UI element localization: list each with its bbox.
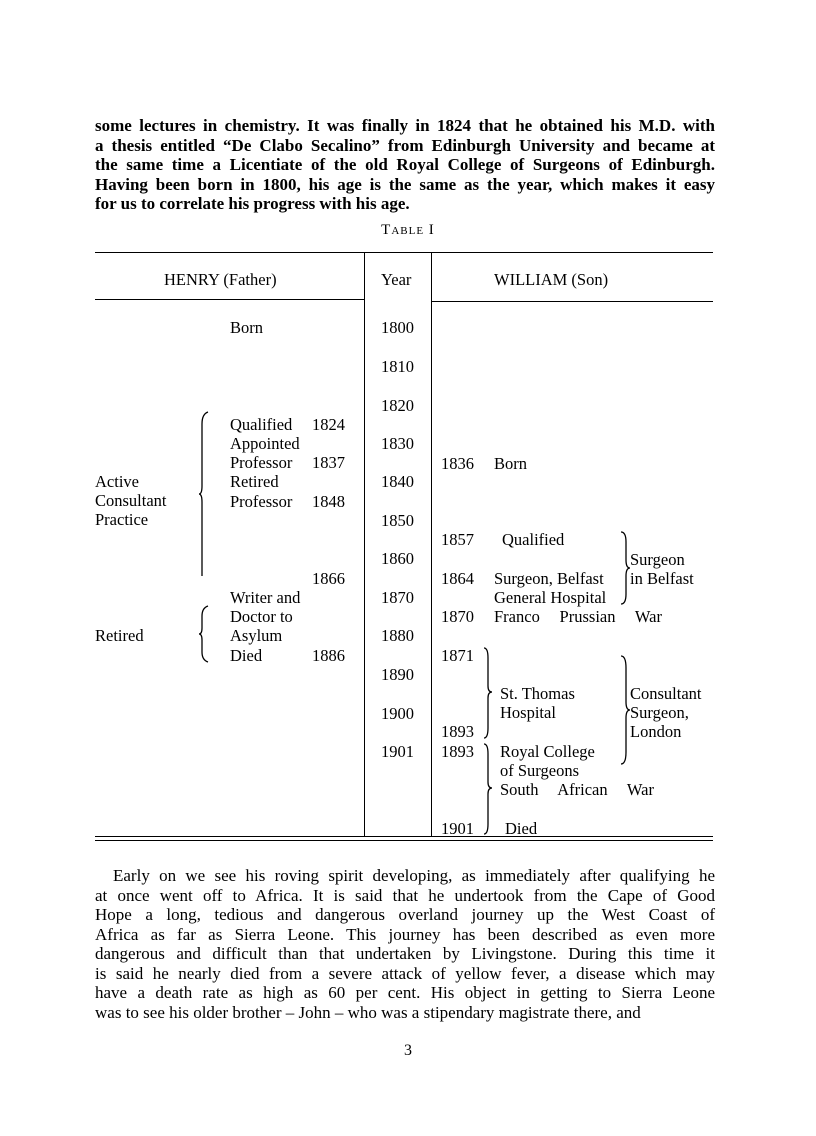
text-line: Africa as far as Sierra Leone. This journey has been described as even more: [95, 924, 715, 944]
london-group-line: London: [630, 722, 682, 741]
year-column-left-rule: [364, 252, 365, 836]
henry-active-brace: [198, 410, 210, 578]
william-st-thomas: [500, 684, 575, 722]
henry-writer-and: Writer and: [230, 588, 301, 607]
henry-column-header: HENRY (Father): [164, 270, 277, 289]
year-cell: 1901: [381, 742, 414, 761]
henry-died: Died: [230, 646, 263, 665]
william-south-african-war: South African War: [500, 780, 654, 799]
text-line: have a death rate as high as 60 per cent. His object in getting to Sierra Leone: [95, 983, 715, 1002]
london-group-line: Surgeon,: [630, 703, 689, 722]
active-label-line: Practice: [95, 510, 149, 529]
year-cell: 1850: [381, 511, 414, 530]
william-royal-college-year: 1893: [441, 742, 474, 761]
william-general-hospital: General Hospital: [494, 588, 607, 607]
william-died-year: 1901: [441, 819, 474, 838]
william-surgeon-belfast-year: 1864: [441, 569, 474, 588]
text-line: Hope a long, tedious and dangerous overland journey up the West Coast of: [95, 905, 715, 924]
william-royal-college: [500, 742, 595, 780]
table-caption: Table I: [381, 222, 435, 238]
william-st-thomas-start-year: 1871: [441, 646, 474, 665]
year-cell: 1880: [381, 626, 414, 645]
table-top-rule: [95, 252, 713, 253]
text-line: for us to correlate his progress with his age.: [95, 194, 410, 213]
henry-doctor-to: Doctor to: [230, 607, 293, 626]
london-group-line: Consultant: [630, 684, 702, 703]
year-cell: 1810: [381, 357, 414, 376]
text-line: Having been born in 1800, his age is the same as the year, which makes it easy: [95, 174, 715, 194]
william-surgeon-belfast: Surgeon, Belfast: [494, 569, 604, 588]
body-paragraph: [95, 866, 715, 1022]
st-thomas-line: St. Thomas: [500, 684, 575, 703]
text-line: dangerous and difficult than that undertaken by Livingstone. During this time it: [95, 944, 715, 963]
table-bottom-rule-1: [95, 836, 713, 837]
william-born-year: 1836: [441, 454, 474, 473]
belfast-group-label: [630, 550, 694, 588]
table-bottom-rule-2: [95, 840, 713, 841]
active-practice-label: [95, 472, 167, 529]
year-cell: 1900: [381, 704, 414, 723]
henry-appointed: Appointed: [230, 434, 300, 453]
belfast-group-line: in Belfast: [630, 569, 694, 588]
text-line: was to see his older brother – John – who was a stipendary magistrate there, and: [95, 1002, 641, 1022]
henry-born: Born: [230, 318, 263, 337]
william-born: Born: [494, 454, 527, 473]
year-cell: 1890: [381, 665, 414, 684]
henry-retired-professor: Professor: [230, 492, 293, 511]
henry-asylum: Asylum: [230, 626, 283, 645]
royal-college-brace: [482, 742, 494, 836]
text-line: the same time a Licentiate of the old Royal College of Surgeons of Edinburgh.: [95, 155, 715, 174]
belfast-brace: [617, 530, 631, 606]
henry-qualified: Qualified: [230, 415, 293, 434]
royal-college-line: of Surgeons: [500, 761, 579, 780]
text-line: a thesis entitled “De Clabo Secalino” from Edinburgh University and became at: [95, 135, 715, 155]
text-line: some lectures in chemistry. It was finally in 1824 that he obtained his M.D. with: [95, 116, 715, 135]
henry-retired-year: 1848: [312, 492, 345, 511]
intro-paragraph: [95, 116, 715, 214]
royal-college-line: Royal College: [500, 742, 595, 761]
london-group-label: [630, 684, 702, 741]
year-cell: 1800: [381, 318, 414, 337]
year-cell: 1820: [381, 396, 414, 415]
year-cell: 1870: [381, 588, 414, 607]
year-column-right-rule: [431, 252, 432, 836]
london-brace: [617, 654, 631, 766]
henry-active-end-year: 1866: [312, 569, 345, 588]
william-st-thomas-end-year: 1893: [441, 722, 474, 741]
william-header-rule: [432, 301, 713, 302]
active-label-line: Active: [95, 472, 139, 491]
active-label-line: Consultant: [95, 491, 167, 510]
year-cell: 1860: [381, 549, 414, 568]
william-qualified-year: 1857: [441, 530, 474, 549]
henry-retired-brace: [198, 604, 210, 664]
henry-header-rule: [95, 299, 365, 300]
belfast-group-line: Surgeon: [630, 550, 685, 569]
henry-retired: Retired: [230, 472, 279, 491]
henry-died-year: 1886: [312, 646, 345, 665]
william-franco-prussian-war: Franco Prussian War: [494, 607, 662, 626]
william-franco-year: 1870: [441, 607, 474, 626]
william-qualified: Qualified: [502, 530, 565, 549]
year-cell: 1840: [381, 472, 414, 491]
william-column-header: WILLIAM (Son): [494, 270, 609, 289]
st-thomas-brace: [482, 646, 494, 740]
henry-qualified-year: 1824: [312, 415, 345, 434]
retired-label: Retired: [95, 626, 144, 645]
page-number: 3: [404, 1042, 412, 1059]
year-cell: 1830: [381, 434, 414, 453]
year-column-header: Year: [381, 270, 412, 289]
henry-professor: Professor: [230, 453, 293, 472]
text-line: Early on we see his roving spirit developing, as immediately after qualifying he: [113, 866, 715, 885]
william-died: Died: [505, 819, 538, 838]
henry-professor-year: 1837: [312, 453, 345, 472]
st-thomas-line: Hospital: [500, 703, 556, 722]
text-line: is said he nearly died from a severe attack of yellow fever, a disease which may: [95, 963, 715, 983]
text-line: at once went off to Africa. It is said that he undertook from the Cape of Good: [95, 885, 715, 905]
